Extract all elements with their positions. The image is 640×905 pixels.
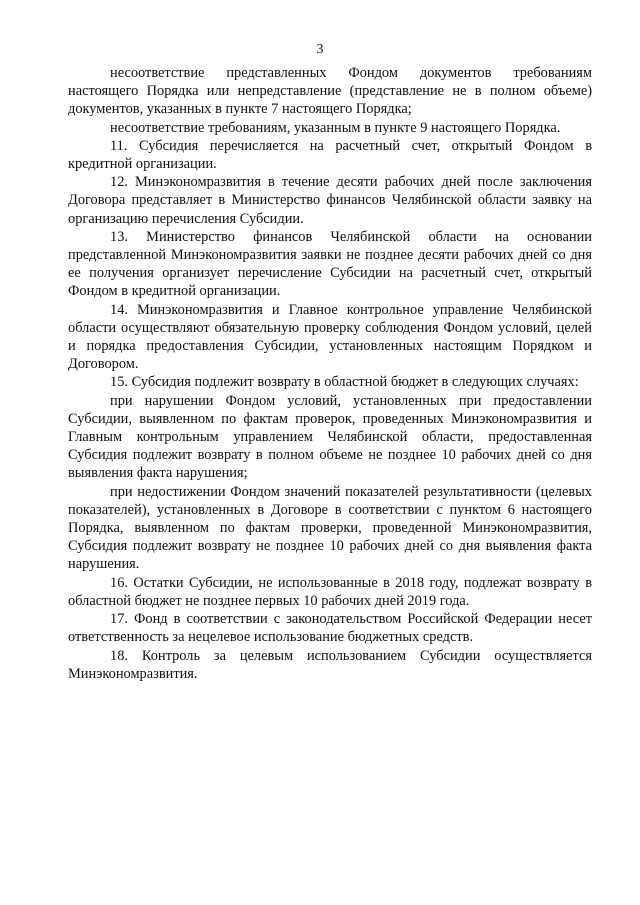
paragraph-item-11: 11. Субсидия перечисляется на расчетный счет, открытый Фондом в кредитной организации. — [68, 137, 592, 173]
paragraph-item-12: 12. Минэкономразвития в течение десяти рабочих дней после заключения Договора представляет в Министерство финансов Челябинской области заявку на организацию перечисления Субсидии. — [68, 174, 592, 227]
paragraph-item-13: 13. Министерство финансов Челябинской области на основании представленной Минэкономразвития заявки не позднее десяти рабочих дней со дня ее получения организует перечисление Субсидии на расчетный счет, открытый Фондом в кредитной организации. — [68, 228, 592, 300]
paragraph-item-15: 15. Субсидия подлежит возврату в областной бюджет в следующих случаях: — [110, 374, 579, 391]
page-number: 3 — [316, 42, 324, 57]
paragraph-documents-mismatch: несоответствие представленных Фондом документов требованиям настоящего Порядка или непредставление (представление не в полном объеме) документов, указанных в пункте 7 настоящего Порядка; — [68, 65, 592, 118]
paragraph-violation-case: при нарушении Фондом условий, установленных при предоставлении Субсидии, выявленном по фактам проверок, проведенных Минэкономразвития и Главным контрольным управлением Челябинской области, предоставленная Субсидия подлежит возврату в полном объеме не позднее 10 рабочих дней со дня выявления факта нарушения; — [68, 392, 592, 482]
paragraph-item-18: 18. Контроль за целевым использованием Субсидии осуществляется Минэкономразвития. — [68, 647, 592, 682]
paragraph-item-14: 14. Минэкономразвития и Главное контрольное управление Челябинской области осуществляют обязательную проверку соблюдения Фондом условий, целей и порядка предоставления Субсидии, установленных настоящим Порядком и Договором. — [68, 301, 592, 373]
paragraph-item-17: 17. Фонд в соответствии с законодательством Российской Федерации несет ответственность за нецелевое использование бюджетных средств. — [68, 611, 592, 646]
paragraph-non-achievement-case: при недостижении Фондом значений показателей результативности (целевых показателей), установленных в Договоре в соответствии с пунктом 6 настоящего Порядка, выявленном по фактам проверки, проведенной Минэкономразвития, Субсидия подлежит возврату не позднее 10 рабочих дней со дня выявления факта нарушения. — [68, 483, 592, 573]
paragraph-requirements-mismatch: несоответствие требованиям, указанным в пункте 9 настоящего Порядка. — [110, 119, 561, 136]
paragraph-item-16: 16. Остатки Субсидии, не использованные в 2018 году, подлежат возврату в областной бюджет не позднее первых 10 рабочих дней 2019 года. — [68, 574, 592, 609]
document-body — [68, 64, 592, 683]
